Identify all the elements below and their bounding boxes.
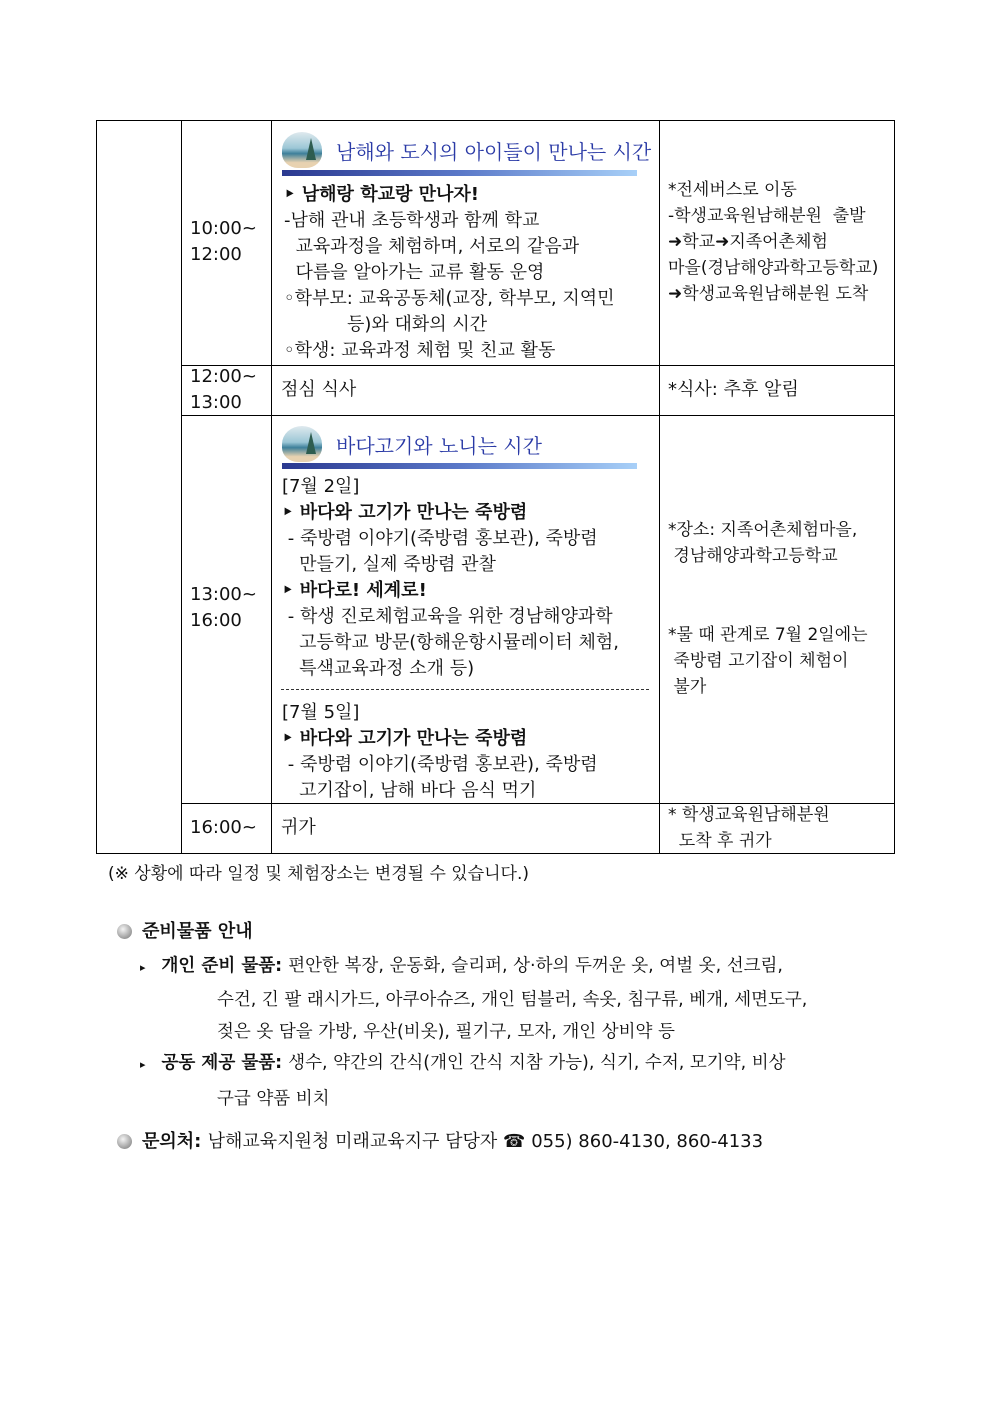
common-supplies: ▸ 공동 제공 물품: 생수, 약간의 간식(개인 간식 지참 가능), 식기, 수저, 모기약, 비상 구급 약품 비치: [140, 1046, 786, 1116]
activity-content-day1: [282, 474, 619, 682]
section-title-underline: [282, 170, 637, 176]
activity-content-day2: [282, 700, 598, 804]
heading-text: 준비물품 안내: [142, 921, 253, 942]
note-line: *전세버스로 이동: [668, 180, 797, 200]
landscape-icon: [282, 426, 322, 462]
note-cell: [668, 622, 868, 700]
note-line: 경남해양과학고등학교: [668, 546, 838, 566]
activity-line: 교육과정을 체험하며, 서로의 같음과: [284, 236, 580, 257]
disclaimer: (※ 상황에 따라 일정 및 체험장소는 변경될 수 있습니다.): [108, 864, 530, 884]
time-cell: [190, 582, 257, 634]
note-line: 마을(경남해양과학고등학교): [668, 258, 879, 278]
bullet-icon: [117, 924, 132, 939]
activity-heading: ‣ 바다와 고기가 만나는 죽방렴: [282, 728, 528, 749]
time-end: 12:00: [190, 244, 242, 265]
note-cell: [668, 517, 857, 569]
activity-line: 만들기, 실제 죽방렴 관찰: [282, 554, 496, 575]
note-line: 불가: [668, 677, 707, 697]
note-line: -학생교육원남해분원 출발: [668, 206, 866, 226]
activity-line: - 학생 진로체험교육을 위한 경남해양과학: [282, 606, 613, 627]
contact-label: 문의처: [142, 1131, 195, 1152]
phone-icon: ☎: [503, 1131, 526, 1152]
time-start: 12:00~: [190, 366, 257, 387]
time-start: 16:00~: [190, 817, 257, 838]
activity-line: -남해 관내 초등학생과 함께 학교: [284, 210, 540, 231]
supplies-heading: [117, 918, 253, 946]
time-cell: [190, 216, 257, 268]
activity-line: ◦학부모: 교육공동체(교장, 학부모, 지역민: [284, 288, 615, 309]
note-line: *식사: 추후 알림: [668, 379, 799, 400]
note-line: *장소: 지족어촌체험마을,: [668, 520, 858, 540]
landscape-icon: [282, 132, 322, 168]
section-title: 바다고기와 노니는 시간: [336, 434, 542, 458]
col-divider: [659, 120, 660, 854]
note-line: *물 때 관계로 7월 2일에는: [668, 625, 868, 645]
activity-content: [284, 182, 615, 364]
time-end: 13:00: [190, 392, 242, 413]
activity-line: 귀가: [281, 817, 316, 838]
activity-heading: ‣ 바다와 고기가 만나는 죽방렴: [282, 502, 528, 523]
activity-line: 고기잡이, 남해 바다 음식 먹기: [282, 780, 537, 801]
personal-label: 개인 준비 물품: [161, 956, 276, 976]
activity-heading: ‣ 남해랑 학교랑 만나자!: [284, 184, 480, 205]
note-line: * 학생교육원남해분원: [668, 805, 830, 825]
col-divider: [271, 120, 272, 854]
personal-supplies: ▸ 개인 준비 물품: 편안한 복장, 운동화, 슬리퍼, 상·하의 두꺼운 옷, 여벌 옷, 선크림, 수건, 긴 팔 래시가드, 아쿠아슈즈, 개인 텀블러, 속옷, 침구류, 베개, 세면도구, 젖은 옷 담을 가방, 우산(비옷), 필기구, 모자, 개인 상비약 등: [140, 950, 807, 1048]
activity-line: 점심 식사: [281, 379, 357, 400]
bullet-icon: ▸: [140, 961, 146, 974]
activity-line: 고등학교 방문(항해운항시뮬레이터 체험,: [282, 632, 619, 653]
common-line: 생수, 약간의 간식(개인 간식 지참 가능), 식기, 수저, 모기약, 비상: [288, 1053, 786, 1073]
personal-line: 수건, 긴 팔 래시가드, 아쿠아슈즈, 개인 텀블러, 속옷, 침구류, 베개, 세면도구,: [217, 990, 808, 1010]
time-cell: [190, 364, 257, 416]
note-cell: [668, 802, 830, 854]
note-line: ➜학교➜지족어촌체험: [668, 232, 828, 252]
time-end: 16:00: [190, 610, 242, 631]
time-start: 13:00~: [190, 584, 257, 605]
activity-line: - 죽방렴 이야기(죽방렴 홍보관), 죽방렴: [282, 528, 598, 549]
contact-text: 남해교육지원청 미래교육지구 담당자: [207, 1131, 498, 1152]
row-divider: [181, 365, 895, 366]
section-title-underline: [282, 463, 637, 469]
row-divider: [181, 415, 895, 416]
note-line: 도착 후 귀가: [668, 831, 772, 851]
common-label: 공동 제공 물품: [161, 1053, 276, 1073]
activity-line: - 죽방렴 이야기(죽방렴 홍보관), 죽방렴: [282, 754, 598, 775]
dashed-separator: [281, 689, 649, 690]
note-cell: [668, 177, 878, 307]
note-line: ➜학생교육원남해분원 도착: [668, 284, 869, 304]
personal-line: 젖은 옷 담을 가방, 우산(비옷), 필기구, 모자, 개인 상비약 등: [217, 1022, 675, 1042]
section-title: 남해와 도시의 아이들이 만나는 시간: [336, 140, 652, 164]
bullet-icon: ▸: [140, 1058, 146, 1071]
date-label: [7월 2일]: [282, 476, 360, 497]
time-start: 10:00~: [190, 218, 257, 239]
personal-line: 편안한 복장, 운동화, 슬리퍼, 상·하의 두꺼운 옷, 여벌 옷, 선크림,: [288, 956, 783, 976]
activity-line: 등)와 대화의 시간: [284, 314, 488, 335]
contact: 문의처: 남해교육지원청 미래교육지구 담당자 ☎ 055) 860-4130, 860-4133: [117, 1128, 763, 1156]
contact-phone: 055) 860-4130, 860-4133: [531, 1131, 764, 1152]
activity-line: 다름을 알아가는 교류 활동 운영: [284, 262, 545, 283]
common-line: 구급 약품 비치: [217, 1089, 330, 1109]
note-line: 죽방렴 고기잡이 체험이: [668, 651, 849, 671]
bullet-icon: [117, 1134, 132, 1149]
activity-line: ◦학생: 교육과정 체험 및 친교 활동: [284, 340, 556, 361]
col-divider: [181, 120, 182, 854]
activity-heading: ‣ 바다로! 세계로!: [282, 580, 427, 601]
date-label: [7월 5일]: [282, 702, 360, 723]
activity-line: 특색교육과정 소개 등): [282, 658, 475, 679]
